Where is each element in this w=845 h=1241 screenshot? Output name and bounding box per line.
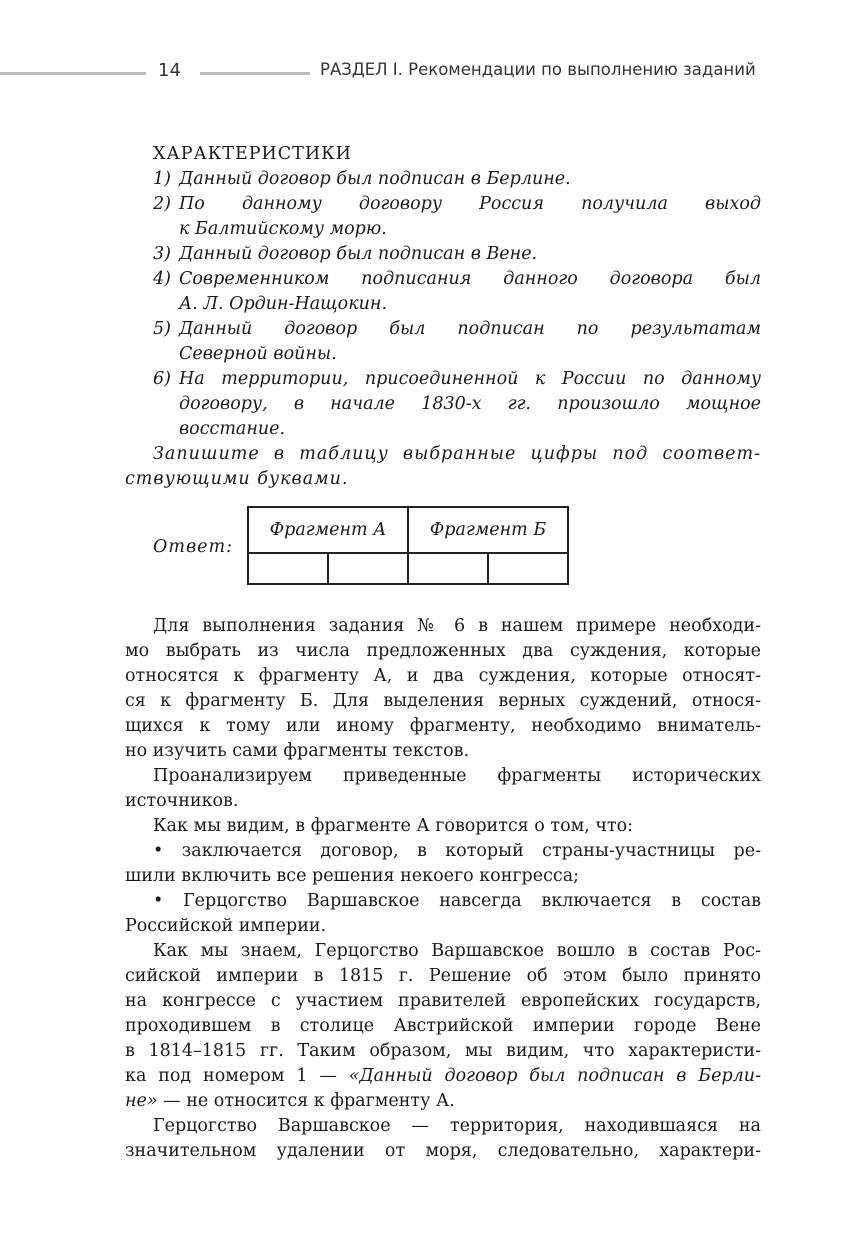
- item-number: 3): [153, 244, 171, 264]
- item-text: По данному договору Россия получила выход: [179, 194, 761, 214]
- text-run: ка под номером 1 —: [125, 1066, 349, 1086]
- bullet-1-line: шили включить все решения некоего конгресса;: [125, 866, 580, 886]
- paragraph-5-line: Герцогство Варшавское — территория, находившаяся на: [153, 1116, 761, 1136]
- answer-label: Ответ:: [153, 537, 233, 557]
- item-text: Данный договор был подписан в Вене.: [179, 244, 538, 264]
- characteristic-item-5-cont: Северной войны.: [179, 344, 337, 364]
- answer-header-fragment-a: Фрагмент А: [248, 507, 408, 553]
- quote-run: «Данный договор был подписан в Берли-: [348, 1066, 761, 1086]
- paragraph-1-line: ся к фрагменту Б. Для выделения верных суждений, относя-: [125, 691, 761, 711]
- header-rule-left: [0, 72, 146, 75]
- answer-cell-a2[interactable]: [328, 553, 408, 584]
- paragraph-1-line: но изучить сами фрагменты текстов.: [125, 741, 470, 761]
- paragraph-4-line: сийской империи в 1815 г. Решение об этом было принято: [125, 966, 761, 986]
- characteristic-item-4-cont: А. Л. Ордин-Нащокин.: [179, 294, 388, 314]
- characteristic-item-4: [125, 267, 761, 292]
- characteristic-item-6-cont2: восстание.: [179, 419, 286, 439]
- text-run: — не относится к фрагменту А.: [157, 1091, 455, 1111]
- paragraph-2-line: источников.: [125, 791, 239, 811]
- paragraph-4-line: на конгрессе с участием правителей европейских государств,: [125, 991, 761, 1011]
- characteristic-item-1: [125, 167, 761, 192]
- instruction-line-1: Запишите в таблицу выбранные цифры под соответ-: [153, 444, 761, 464]
- paragraph-4-line: проходившем в столице Австрийской империи городе Вене: [125, 1016, 761, 1036]
- header-rule-right: [200, 72, 310, 75]
- page-number: 14: [158, 60, 181, 81]
- bullet-1-line: • заключается договор, в который страны-участницы ре-: [153, 841, 761, 861]
- answer-block: [125, 506, 761, 602]
- page-content: [125, 142, 761, 1164]
- characteristic-item-5: [125, 317, 761, 342]
- item-number: 6): [153, 369, 171, 389]
- characteristic-item-6-cont: договору, в начале 1830-х гг. произошло мощное: [179, 394, 761, 414]
- answer-cell-b1[interactable]: [408, 553, 488, 584]
- bullet-2-line: Российской империи.: [125, 916, 327, 936]
- item-text: На территории, присоединенной к России по данному: [179, 369, 761, 389]
- characteristic-item-6: [125, 367, 761, 392]
- item-number: 4): [153, 269, 171, 289]
- characteristics-title: ХАРАКТЕРИСТИКИ: [153, 144, 352, 164]
- item-number: 2): [153, 194, 171, 214]
- answer-cell-b2[interactable]: [488, 553, 568, 584]
- item-text: Данный договор был подписан в Берлине.: [179, 169, 571, 189]
- instruction-line-2: ствующими буквами.: [125, 469, 349, 489]
- paragraph-2-line: Проанализируем приведенные фрагменты исторических: [153, 766, 761, 786]
- item-text: Данный договор был подписан по результатам: [179, 319, 761, 339]
- paragraph-4-line: [125, 1089, 761, 1114]
- item-number: 1): [153, 169, 171, 189]
- item-number: 5): [153, 319, 171, 339]
- item-text: Современником подписания данного договора был: [179, 269, 761, 289]
- paragraph-1-line: щихся к тому или иному фрагменту, необходимо вниматель-: [125, 716, 761, 736]
- section-title: РАЗДЕЛ I. Рекомендации по выполнению заданий: [320, 60, 756, 79]
- answer-cell-a1[interactable]: [248, 553, 328, 584]
- bullet-2-line: • Герцогство Варшавское навсегда включается в состав: [153, 891, 761, 911]
- answer-table: [247, 506, 569, 585]
- paragraph-4-line: Как мы знаем, Герцогство Варшавское вошло в состав Рос-: [153, 941, 761, 961]
- paragraph-1-line: Для выполнения задания № 6 в нашем примере необходи-: [153, 616, 761, 636]
- paragraph-5-line: значительном удалении от моря, следовательно, характери-: [125, 1141, 761, 1161]
- paragraph-3: Как мы видим, в фрагменте А говорится о том, что:: [153, 816, 634, 836]
- quote-run: не»: [125, 1091, 158, 1111]
- running-header: [0, 60, 845, 84]
- characteristic-item-2: [125, 192, 761, 217]
- paragraph-1-line: относятся к фрагменту А, и два суждения, которые относят-: [125, 666, 761, 686]
- paragraph-4-line: в 1814–1815 гг. Таким образом, мы видим, что характеристи-: [125, 1041, 761, 1061]
- answer-header-fragment-b: Фрагмент Б: [408, 507, 568, 553]
- characteristic-item-2-cont: к Балтийскому морю.: [179, 219, 387, 239]
- characteristic-item-3: [125, 242, 761, 267]
- paragraph-4-line: [125, 1064, 761, 1089]
- body-text: [125, 614, 761, 1164]
- paragraph-1-line: мо выбрать из числа предложенных два суждения, которые: [125, 641, 761, 661]
